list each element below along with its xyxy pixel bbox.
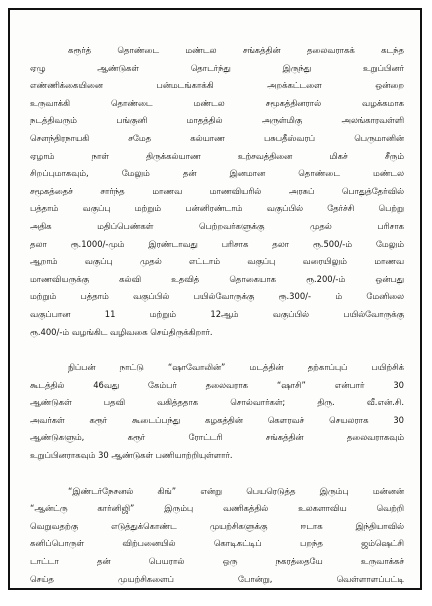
text-line: கூடத்தில் 46வது கேம்பர் தலைவராக “ஷாசி” என்பார் 30 xyxy=(30,379,404,390)
text-line: ஆறாம் வகுப்பு முதல் எட்டாம் வகுப்பு வரையிலும் மாணவ xyxy=(30,256,404,267)
text-line: எண்ணிக்கையினை பன்மடங்காக்கி அறக்கட்டளை ஒன்றை xyxy=(30,80,404,91)
text-line: ஆண்டுகளும், கரூர் ரோட்டரி சங்கத்தின் தலைவராகவும் xyxy=(30,432,404,443)
text-line: நிப்பன் நாட்டு “ஷாவோலின்” மடத்தின் தற்காப்புப் பயிற்சிக் xyxy=(68,362,404,373)
text-line: தலா ரூ.1000/-மும் இரண்டாவது பரிசாக தலா ரூ.500/-ம் மேலும் xyxy=(30,238,404,249)
text-line: கனிப்பொருள் விற்பனையில் கொடிகட்டிப் பறந்த ஜம்ஷெட்சி xyxy=(30,538,404,549)
text-line: வகுப்பான 11 மற்றும் 12ஆம் வகுப்பில் பயில்வோருக்கு xyxy=(30,308,404,319)
paragraph-3 xyxy=(30,483,404,589)
text-line: ஏழாம் நாள் திருக்கல்யாண உற்சவத்தினை மிகச் சீரும் xyxy=(30,150,404,161)
text-line: மற்றும் பத்தாம் வகுப்பில் பயில்வோருக்கு ரூ.300/- ம் மேனிலை xyxy=(30,291,404,302)
text-line: அதிக மதிப்பெண்கள் பெற்றவர்களுக்கு முதல் பரிசாக xyxy=(30,220,404,231)
text-line: வெறுவதற்கு எடுத்துக்கொண்ட முயற்சிகளுக்கு ஈடாக இந்தியாவில் xyxy=(30,520,404,531)
text-line: சமூகத்தைச் சார்ந்த மாணவ மாணவியரில் அரசுப் பொதுத்தேர்வில் xyxy=(30,185,404,196)
body-text xyxy=(30,42,404,606)
paragraph-2 xyxy=(30,359,404,465)
text-line: “ஆன்ட்ரு கார்னிஜி” இரும்பு வணிகத்தில் உலகளாவிய வெற்றி xyxy=(30,503,404,514)
text-line: கரூர்த் தொண்டை மண்டல சங்கத்தின் தலைவராகக் கடந்த xyxy=(68,45,404,55)
text-line: நடத்திவரும் பங்குனி மாதத்தில் அருள்மிகு அலங்காரவள்ளி xyxy=(30,115,404,126)
text-line: பத்தாம் வகுப்பு மற்றும் பன்னிரண்டாம் வகுப்பில் தேர்ச்சி பெற்று xyxy=(30,203,404,214)
text-line: டாட்டா தன் பெயரால் ஒரு நகரத்தையே உருவாக்கச் xyxy=(30,556,404,567)
text-line: ஏழு ஆண்டுகள் தொடர்ந்து இருந்து உறுப்பினர் xyxy=(30,62,404,73)
paragraph-1 xyxy=(30,42,404,341)
text-line: செய்த முயற்சிகளைப் போன்று, வெள்ளாளப்பட்டி xyxy=(30,573,404,584)
text-line: ஆண்டுகள் பதவி வகித்ததாக சொல்வார்கள்; திரு. வீ.என்.சி. xyxy=(30,397,404,408)
text-line: ரூ.400/-ம் வழங்கிட வழிவகை செய்திருக்கிறார். xyxy=(30,326,213,337)
document-page xyxy=(8,8,422,590)
text-line: அவர்கள் கரூர் கூடைப்பந்து கழகத்தின் கௌரவச் செயலராக 30 xyxy=(30,414,404,425)
text-line: மாணவியருக்கு கல்வி உதவித் தொகையாக ரூ.200/-ம் ஒன்பது xyxy=(30,273,404,284)
text-line: சௌந்திரநாயகி சமேத கல்யாண பசுபதீஸ்வரப் பெருமானின் xyxy=(30,132,404,143)
text-line: உறுப்பினராகவும் 30 ஆண்டுகள் பணியாற்றியுள்ளார். xyxy=(30,450,233,461)
text-line: சிறப்புமாகவும், மேலும் தன் இனமான தொண்டை மண்டல xyxy=(30,168,404,179)
text-line: உருவாக்கி தொண்டை மண்டல சமூகத்தினரால் வழக்கமாக xyxy=(30,97,404,108)
text-line: “இண்டர்நேசனல் கிங்” என்று பெயரெடுத்த இரும்பு மன்னன் xyxy=(68,485,404,496)
